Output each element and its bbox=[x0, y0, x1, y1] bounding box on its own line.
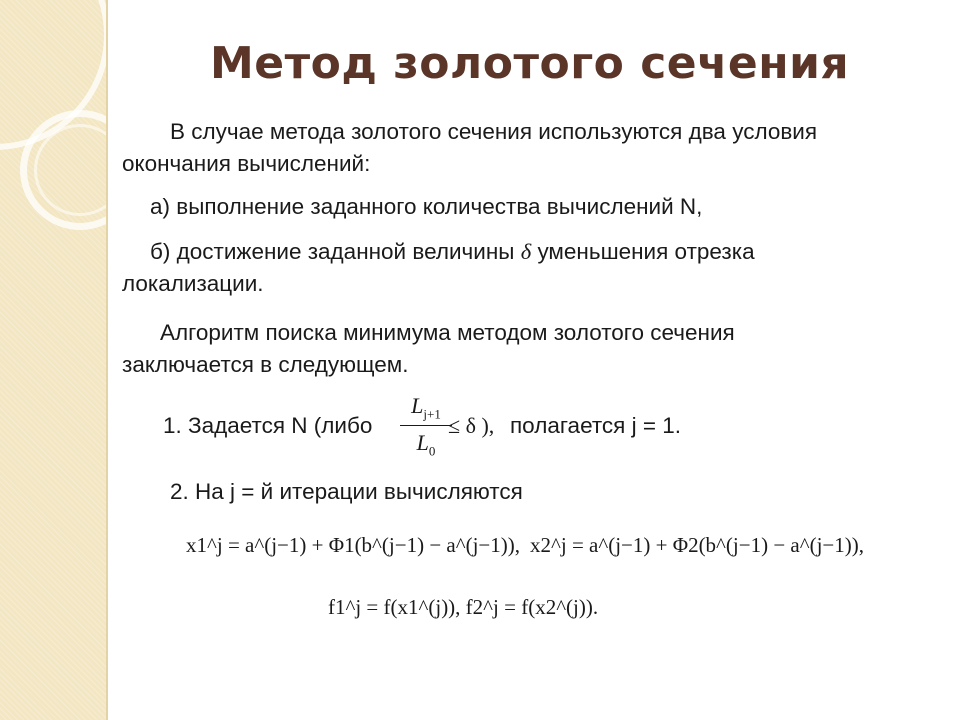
formula-x1: x1^j = a^(j−1) + Φ1(b^(j−1) − a^(j−1)), bbox=[186, 533, 521, 557]
intro-text: В случае метода золотого сечения используются два условия окончания вычислений: bbox=[122, 119, 818, 176]
formula-f: f1^j = f(x1^(j)), f2^j = f(x2^(j)). bbox=[328, 595, 599, 619]
step1-prefix: 1. Задается N (либо bbox=[163, 413, 373, 438]
fraction-denominator bbox=[400, 430, 452, 459]
algorithm-text: Алгоритм поиска минимума методом золотого сечения заключается в следующем. bbox=[122, 320, 735, 377]
step2-text: 2. На j = й итерации вычисляются bbox=[170, 479, 523, 504]
denominator-subscript: 0 bbox=[428, 443, 436, 459]
condition-b bbox=[122, 236, 842, 300]
denominator-symbol: L bbox=[416, 430, 429, 455]
formula-x2: x2^j = a^(j−1) + Φ2(b^(j−1) − a^(j−1)), bbox=[530, 533, 865, 557]
fraction-bar bbox=[400, 425, 452, 426]
condition-b-suffix: уменьшения отрезка локализации. bbox=[122, 239, 755, 296]
fraction-numerator bbox=[400, 393, 452, 423]
algorithm-paragraph bbox=[122, 317, 842, 381]
step1-leq: ≤ δ ), bbox=[448, 413, 495, 438]
numerator-subscript: j+1 bbox=[423, 406, 441, 422]
slide-title: Метод золотого сечения bbox=[210, 38, 850, 89]
condition-a: а) выполнение заданного количества вычислений N, bbox=[150, 194, 703, 219]
step1-fraction bbox=[400, 393, 452, 459]
step1-suffix: полагается j = 1. bbox=[510, 413, 681, 438]
numerator-symbol: L bbox=[411, 393, 424, 418]
intro-paragraph bbox=[122, 116, 902, 180]
delta-symbol: δ bbox=[520, 239, 532, 264]
condition-b-prefix: б) достижение заданной величины bbox=[150, 239, 515, 264]
